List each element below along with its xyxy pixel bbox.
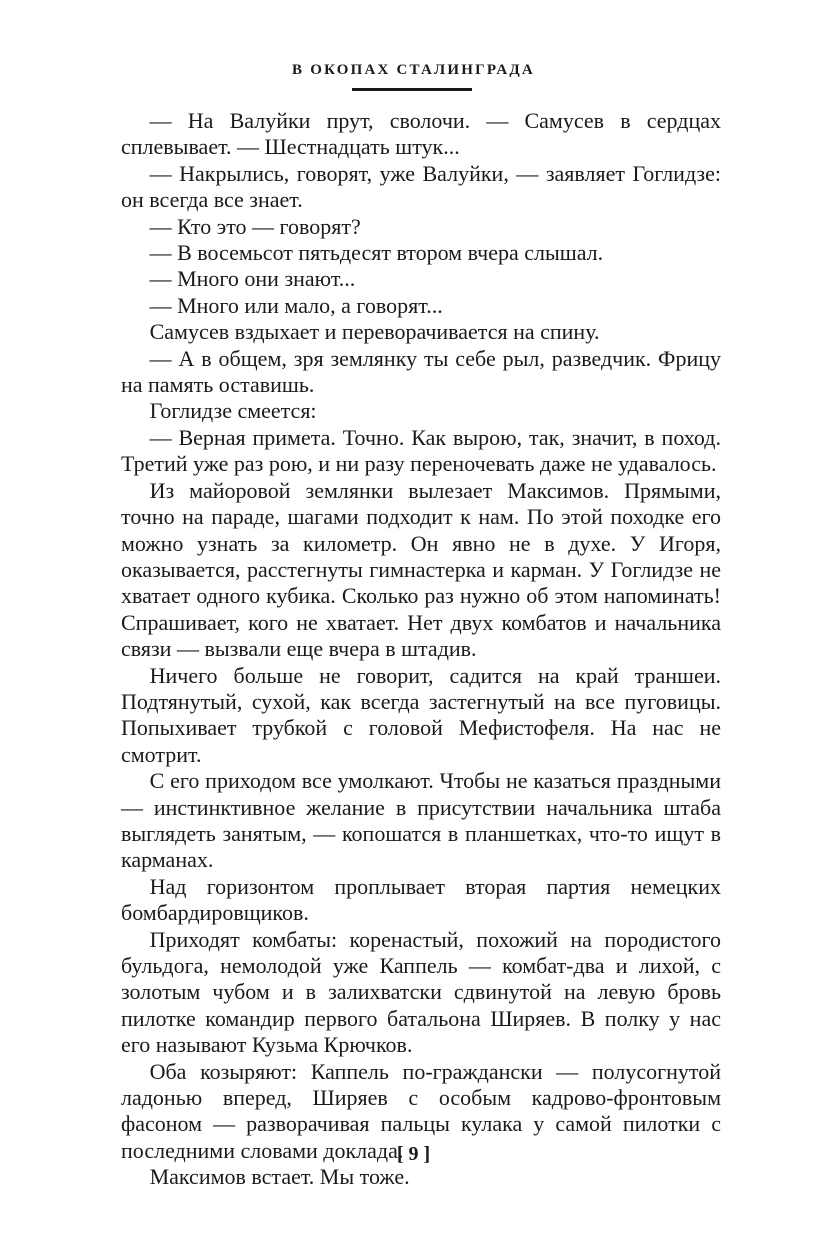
paragraph: — В восемьсот пятьдесят втором вчера слышал. [149,240,604,266]
running-header: В ОКОПАХ СТАЛИНГРАДА [292,62,535,78]
paragraph: Из майоровой землянки вылезает Максимов. Прямыми, точно на параде, шагами подходит к нам. По этой походке его можно узнать за километр. Он явно не в духе. У Игоря, оказывается, расстегнуты гимнастерка и карман. У Гоглидзе не хватает одного кубика. Сколько раз нужно об этом напоминать! Спрашивает, кого не хватает. Нет двух комбатов и начальника связи — вызвали еще вчера в штадив. [121,477,721,662]
paragraph: — Много или мало, а говорят... [149,292,443,318]
paragraph: Максимов встает. Мы тоже. [149,1164,410,1190]
paragraph: Самусев вздыхает и переворачивается на спину. [149,319,600,345]
body-text [121,108,721,1191]
paragraph: С его приходом все умолкают. Чтобы не казаться праздными — инстинктивное желание в присутствии начальника штаба выглядеть занятым, — копошатся в планшетках, что-то ищут в карманах. [121,768,721,873]
paragraph: — Много они знают... [149,266,356,292]
page-number: [ 9 ] [396,1143,431,1165]
paragraph: Над горизонтом проплывает вторая партия немецких бомбардировщиков. [121,873,721,926]
paragraph: — Накрылись, говорят, уже Валуйки, — заявляет Гоглидзе: он всегда все знает. [121,160,721,213]
paragraph: — Верная примета. Точно. Как вырою, так, значит, в поход. Третий уже раз рою, и ни разу переночевать даже не удавалось. [121,424,721,477]
header-rule [352,88,472,91]
paragraph: Ничего больше не говорит, садится на край траншеи. Подтянутый, сухой, как всегда застегнутый на все пуговицы. Попыхивает трубкой с головой Мефистофеля. На нас не смотрит. [121,662,721,767]
paragraph: — А в общем, зря землянку ты себе рыл, разведчик. Фрицу на память оставишь. [121,345,721,398]
paragraph: — На Валуйки прут, сволочи. — Самусев в сердцах сплевывает. — Шестнадцать штук... [121,108,721,160]
paragraph: Оба козыряют: Каппель по-граждански — полусогнутой ладонью вперед, Ширяев с особым кадрово-фронтовым фасоном — разворачивая пальцы кулака у самой пилотки с последними словами доклада. [121,1058,721,1163]
paragraph: — Кто это — говорят? [149,213,361,239]
paragraph: Гоглидзе смеется: [149,398,317,424]
paragraph: Приходят комбаты: коренастый, похожий на породистого бульдога, немолодой уже Каппель — комбат-два и лихой, с золотым чубом и в залихватски сдвинутой на левую бровь пилотке командир первого батальона Ширяев. В полку у нас его называют Кузьма Крючков. [121,926,721,1058]
